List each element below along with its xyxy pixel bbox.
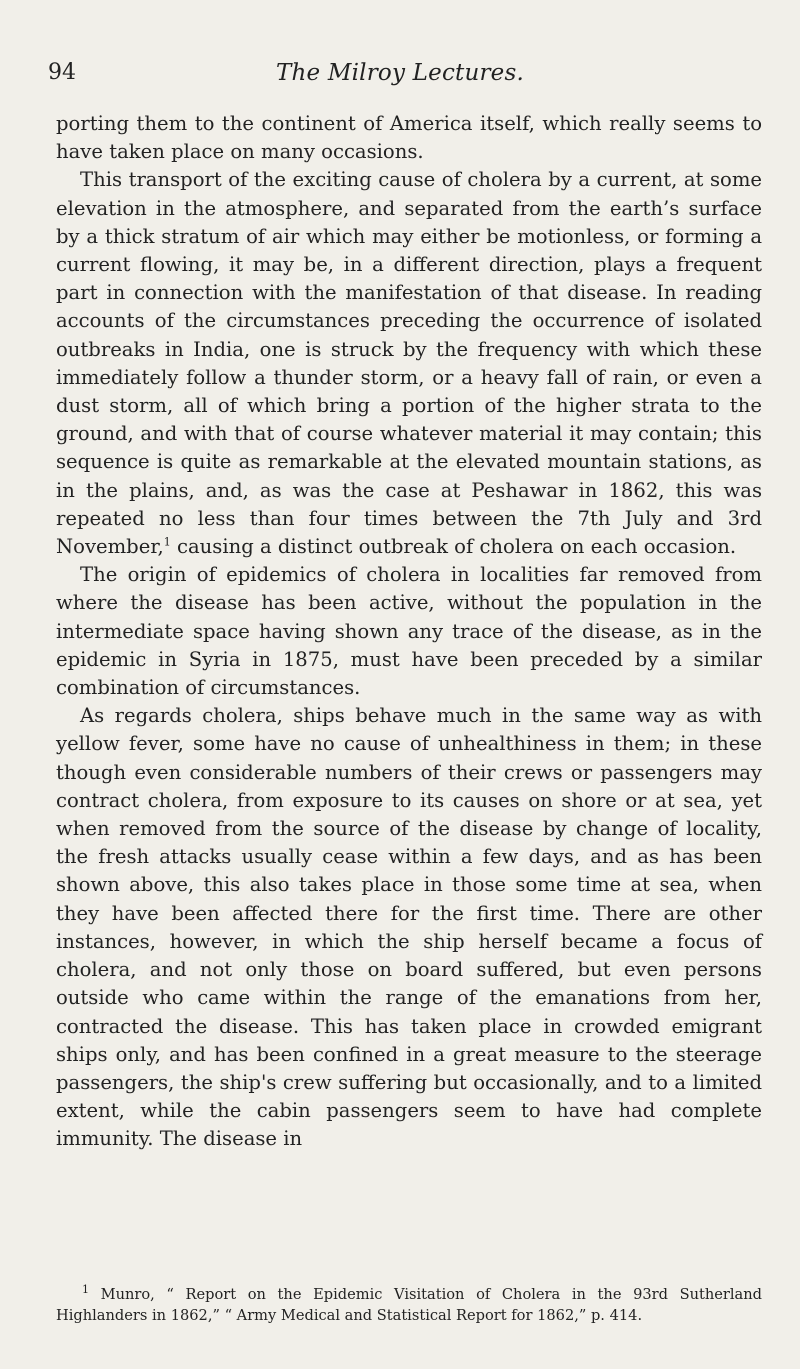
- body-text: [56, 110, 762, 1154]
- paragraph-text: This transport of the exciting cause of cholera by a current, at some elevation in the atmosphere, and separated from the earth’s surface by a thick stratum of air which may either be motionless, or forming a current flowing, it may be, in a different direction, plays a frequent part in connection with the manifestation of that disease. In reading accounts of the circumstances preceding the occurrence of isolated outbreaks in India, one is struck by the frequency with which these immediately follow a thunder storm, or a heavy fall of rain, or even a dust storm, all of which bring a portion of the higher strata to the ground, and with that of course whatever material it may contain; this sequence is quite as remarkable at the elevated mountain stations, as in the plains, and, as was the case at Peshawar in 1862, this was repeated no less than four times between the 7th July and 3rd November,: [56, 168, 762, 559]
- page-header: [0, 60, 800, 100]
- paragraph: As regards cholera, ships behave much in the same way as with yellow fever, some have no cause of unhealthiness in them; in these though even considerable numbers of their crews or passengers may contract cholera, from exposure to its causes on shore or at sea, yet when removed from the source of the disease by change of locality, the fresh attacks usually cease within a few days, and as has been shown above, this also takes place in those some time at sea, when they have been affected there for the first time. There are other instances, however, in which the ship herself became a focus of cholera, and not only those on board suffered, but even persons outside who came within the range of the emanations from her, contracted the disease. This has taken place in crowded emigrant ships only, and has been confined in a great measure to the steerage passengers, the ship's crew suffering but occasionally, and to a limited extent, while the cabin passengers seem to have had complete immunity. The disease in: [56, 704, 762, 1151]
- paragraph: The origin of epidemics of cholera in localities far removed from where the disease has been active, without the population in the intermediate space having shown any trace of the disease, as in the epidemic in Syria in 1875, must have been preceded by a similar combination of circumstances.: [56, 563, 762, 700]
- page-number: 94: [48, 60, 76, 85]
- footnote-number: 1: [82, 1283, 89, 1297]
- paragraph-text-continued: causing a distinct outbreak of cholera on each occasion.: [170, 535, 737, 559]
- running-title: The Milroy Lectures.: [275, 60, 525, 86]
- paragraph: porting them to the continent of America itself, which really seems to have taken place on many occasions.: [56, 112, 762, 164]
- footnotes: [56, 1284, 762, 1326]
- paragraph: [56, 166, 762, 561]
- footnote-marker: 1: [163, 535, 171, 549]
- footnote-text: Munro, “ Report on the Epidemic Visitation of Cholera in the 93rd Sutherland Highlanders in 1862,” “ Army Medical and Statistical Report for 1862,” p. 414.: [56, 1286, 762, 1324]
- footnote: [56, 1284, 762, 1326]
